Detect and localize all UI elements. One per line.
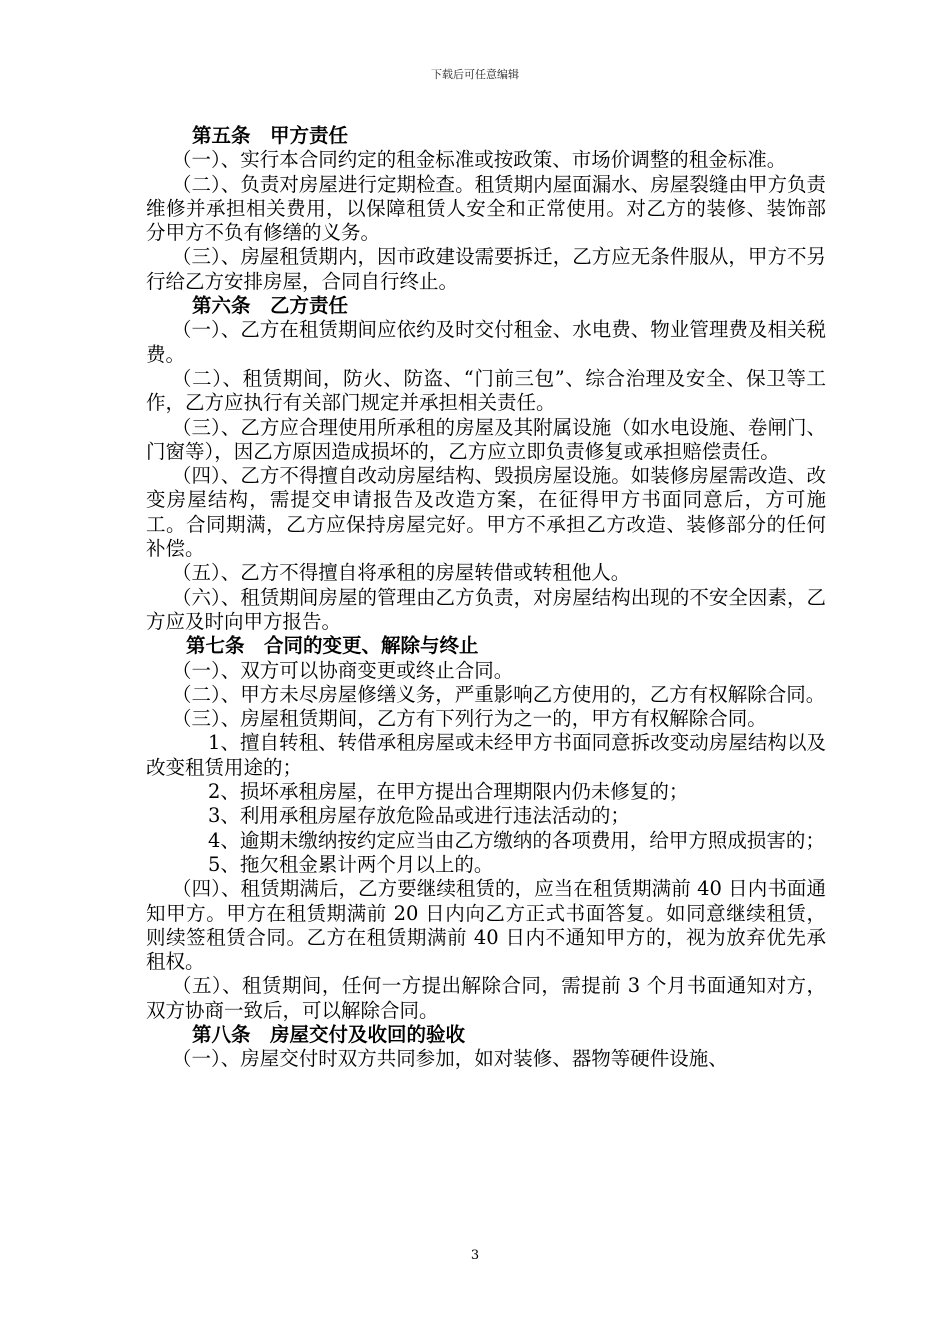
paragraph: （一）、双方可以协商变更或终止合同。 bbox=[172, 658, 514, 682]
list-item: 4、逾期未缴纳按约定应当由乙方缴纳的各项费用，给甲方照成损害的； bbox=[208, 828, 825, 852]
paragraph: （一）、实行本合同约定的租金标准或按政策、市场价调整的租金标准。 bbox=[172, 148, 787, 172]
paragraph: （一）、房屋交付时双方共同参加，如对装修、器物等硬件设施、 bbox=[172, 1047, 728, 1071]
paragraph: （四）、乙方不得擅自改动房屋结构、毁损房屋设施。如装修房屋需改造、改变房屋结构，需提交申请报告及改造方案，在征得甲方书面同意后，方可施工。合同期满，乙方应保持房屋完好。甲方不承担乙方改造、装修部分的任何补偿。 bbox=[146, 464, 826, 561]
paragraph: （五）、乙方不得擅自将承租的房屋转借或转租他人。 bbox=[172, 561, 631, 585]
list-item: 2、损坏承租房屋，在甲方提出合理期限内仍未修复的； bbox=[208, 780, 689, 804]
paragraph: （三）、房屋租赁期内，因市政建设需要拆迁，乙方应无条件服从，甲方不另行给乙方安排房屋，合同自行终止。 bbox=[146, 245, 826, 293]
paragraph: （四）、租赁期满后，乙方要继续租赁的，应当在租赁期满前 40 日内书面通知甲方。甲方在租赁期满前 20 日内向乙方正式书面答复。如同意继续租赁，则续签租赁合同。乙方在租赁期满前 40 日内不通知甲方的，视为放弃优先承租权。 bbox=[146, 877, 826, 974]
list-item: 5、拖欠租金累计两个月以上的。 bbox=[208, 852, 494, 876]
list-item: 1、擅自转租、转借承租房屋或未经甲方书面同意拆改变动房屋结构以及改变租赁用途的； bbox=[146, 731, 826, 779]
page-header-note: 下载后可任意编辑 bbox=[431, 68, 519, 81]
page-number: 3 bbox=[470, 1248, 480, 1263]
paragraph: （三）、房屋租赁期间，乙方有下列行为之一的，甲方有权解除合同。 bbox=[172, 707, 767, 731]
paragraph: （二）、甲方未尽房屋修缮义务，严重影响乙方使用的，乙方有权解除合同。 bbox=[172, 682, 826, 706]
list-item: 3、利用承租房屋存放危险品或进行违法活动的； bbox=[208, 804, 630, 828]
paragraph: （五）、租赁期间，任何一方提出解除合同，需提前 3 个月书面通知对方，双方协商一致后，可以解除合同。 bbox=[146, 974, 826, 1022]
section-title: 第五条 甲方责任 bbox=[192, 124, 349, 147]
section-title: 第八条 房屋交付及收回的验收 bbox=[192, 1022, 466, 1046]
document-body bbox=[146, 124, 826, 1072]
section-title: 第七条 合同的变更、解除与终止 bbox=[186, 634, 479, 658]
paragraph: （二）、租赁期间，防火、防盗、“门前三包”、综合治理及安全、保卫等工作，乙方应执行有关部门规定并承担相关责任。 bbox=[146, 366, 826, 415]
paragraph: （六）、租赁期间房屋的管理由乙方负责，对房屋结构出现的不安全因素，乙方应及时向甲方报告。 bbox=[146, 585, 826, 633]
paragraph: （一）、乙方在租赁期间应依约及时交付租金、水电费、物业管理费及相关税费。 bbox=[146, 318, 826, 366]
section-title: 第六条 乙方责任 bbox=[192, 294, 349, 318]
paragraph: （三）、乙方应合理使用所承租的房屋及其附属设施（如水电设施、卷闸门、门窗等），因乙方原因造成损坏的，乙方应立即负责修复或承担赔偿责任。 bbox=[146, 415, 826, 463]
paragraph: （二）、负责对房屋进行定期检查。租赁期内屋面漏水、房屋裂缝由甲方负责维修并承担相关费用，以保障租赁人安全和正常使用。对乙方的装修、装饰部分甲方不负有修缮的义务。 bbox=[146, 172, 826, 245]
